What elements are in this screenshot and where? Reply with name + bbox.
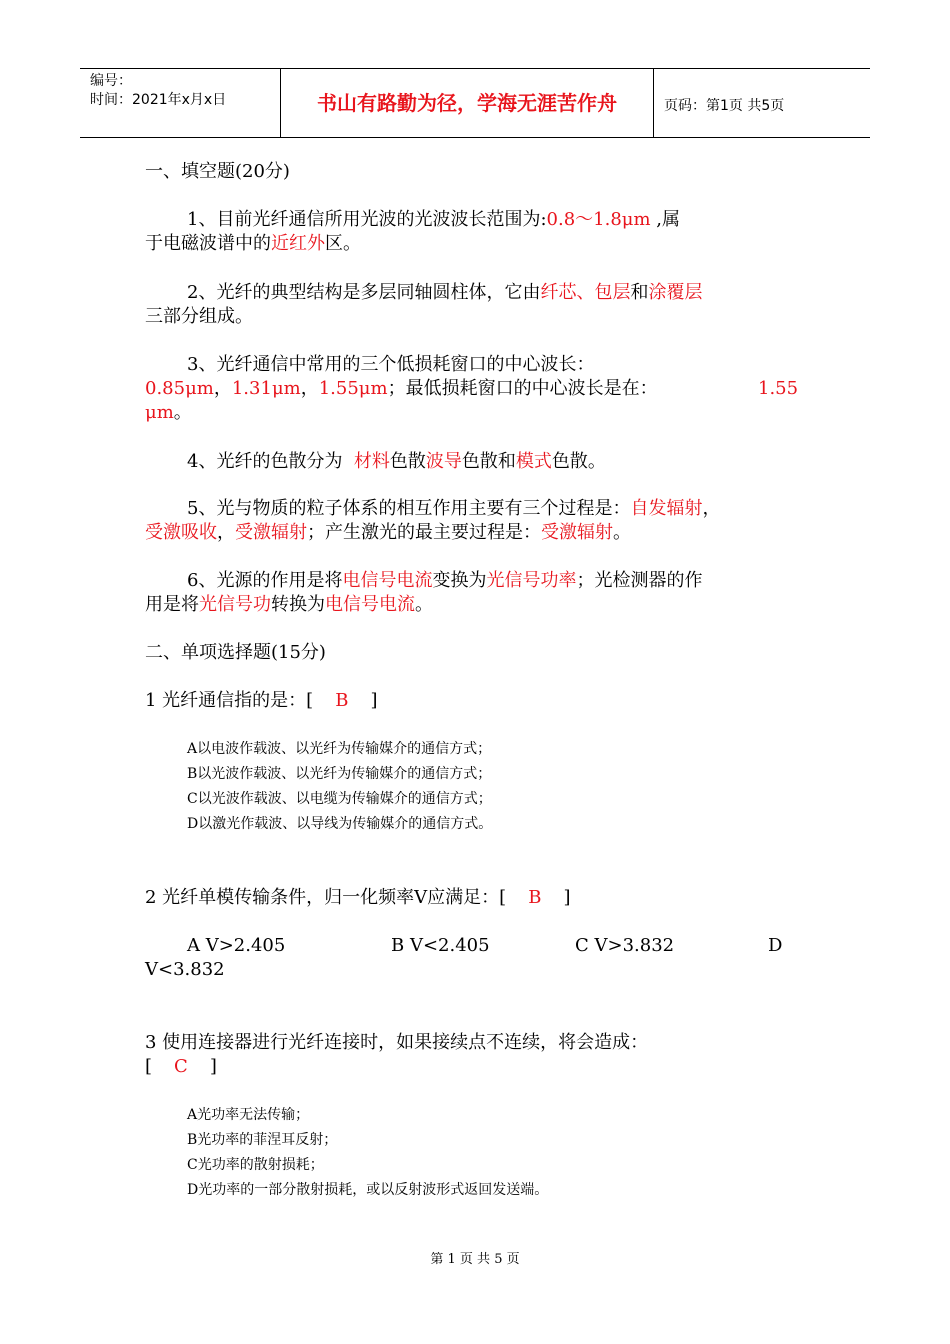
mc3-stem: 3 使用连接器进行光纤连接时，如果接续点不连续，将会造成： (145, 1032, 649, 1053)
q3-line3: μm。 (145, 402, 192, 423)
q3-line1: 3、光纤通信中常用的三个低损耗窗口的中心波长： (187, 354, 595, 375)
q6-answer-2: 光信号功率 (486, 570, 577, 591)
header-info-cell (80, 69, 281, 137)
section1-title: 一、填空题(20分) (145, 161, 290, 182)
header-page-cell (654, 69, 870, 137)
q3-answer-3: 1.55μm (318, 378, 388, 399)
q5-line1: 5、光与物质的粒子体系的相互作用主要有三个过程是：自发辐射， (187, 498, 721, 519)
q5-answer-4: 受激辐射 (541, 522, 613, 543)
time-label: 时间：2021年x月x日 (90, 92, 227, 108)
q6-line1: 6、光源的作用是将电信号电流变换为光信号功率；光检测器的作 (187, 570, 703, 591)
q6-answer-1: 电信号电流 (342, 570, 433, 591)
page-header (80, 68, 870, 138)
mc3-option-d: D光功率的一部分散射损耗，或以反射波形式返回发送端。 (187, 1182, 549, 1198)
q3-line2: 0.85μm，1.31μm，1.55μm；最低损耗窗口的中心波长是在： 1.55 (145, 378, 799, 399)
mc3-option-c: C光功率的散射损耗； (187, 1157, 324, 1173)
q4-line: 4、光纤的色散分为 材料色散波导色散和模式色散。 (187, 451, 606, 472)
q5-line2: 受激吸收，受激辐射；产生激光的最主要过程是：受激辐射。 (145, 522, 631, 543)
section2-title: 二、单项选择题(15分) (145, 642, 326, 663)
mc1-option-b: B以光波作载波、以光纤为传输媒介的通信方式； (187, 766, 492, 782)
mc1-answer: B (335, 690, 349, 711)
q5-answer-3: 受激辐射 (235, 522, 307, 543)
q2-answer-1: 纤芯、包层 (540, 282, 631, 303)
q2-line1: 2、光纤的典型结构是多层同轴圆柱体，它由纤芯、包层和涂覆层 (187, 282, 703, 303)
q5-answer-1: 自发辐射 (630, 498, 703, 519)
q3-answer-4-unit: μm (145, 402, 174, 423)
q1-line2: 于电磁波谱中的近红外区。 (145, 233, 361, 254)
page-code: 页码：第1页 共5页 (664, 98, 785, 114)
q4-answer-3: 模式 (515, 451, 552, 472)
mc1-stem: 1 光纤通信指的是：[ B ] (145, 690, 378, 711)
mc2-option-d-value: V<3.832 (145, 959, 225, 980)
motto: 书山有路勤为径，学海无涯苦作舟 (317, 91, 617, 115)
mc2-option-d-letter: D (768, 935, 783, 956)
mc1-option-a: A以电波作载波、以光纤为传输媒介的通信方式； (187, 741, 492, 757)
q1-answer-2: 近红外 (271, 233, 325, 254)
mc1-option-c: C以光波作载波、以电缆为传输媒介的通信方式； (187, 791, 492, 807)
q3-answer-2: 1.31μm (231, 378, 301, 399)
q4-answer-1: 材料 (353, 451, 390, 472)
q4-answer-2: 波导 (425, 451, 462, 472)
q6-answer-4: 电信号电流 (325, 594, 415, 615)
mc2-answer: B (528, 887, 542, 908)
mc3-answer: C (174, 1056, 188, 1077)
mc2-stem: 2 光纤单模传输条件，归一化频率V应满足：[ B ] (145, 887, 571, 908)
mc2-option-a: A V>2.405 (187, 935, 286, 956)
q3-answer-1: 0.85μm (145, 378, 214, 399)
q3-answer-4: 1.55 (758, 378, 799, 399)
page-footer: 第 1 页 共 5 页 (430, 1252, 520, 1267)
q6-answer-3: 光信号功 (199, 594, 271, 615)
q5-answer-2: 受激吸收 (145, 522, 217, 543)
header-motto-cell (281, 69, 654, 137)
q1-line1: 1、目前光纤通信所用光波的光波波长范围为:0.8～1.8μm ,属 (187, 209, 680, 230)
mc2-option-b: B V<2.405 (391, 935, 490, 956)
q6-line2: 用是将光信号功转换为电信号电流。 (145, 594, 433, 615)
mc2-option-c: C V>3.832 (575, 935, 675, 956)
mc3-answer-line: [ C ] (145, 1056, 217, 1077)
q2-line2: 三部分组成。 (145, 306, 253, 327)
code-label: 编号： (90, 73, 132, 89)
mc3-option-b: B光功率的菲涅耳反射； (187, 1132, 338, 1148)
q2-answer-2: 涂覆层 (648, 282, 703, 303)
mc3-option-a: A光功率无法传输； (187, 1107, 310, 1123)
q1-answer-1: 0.8～1.8μm (546, 209, 651, 230)
mc1-option-d: D以激光作载波、以导线为传输媒介的通信方式。 (187, 816, 493, 832)
